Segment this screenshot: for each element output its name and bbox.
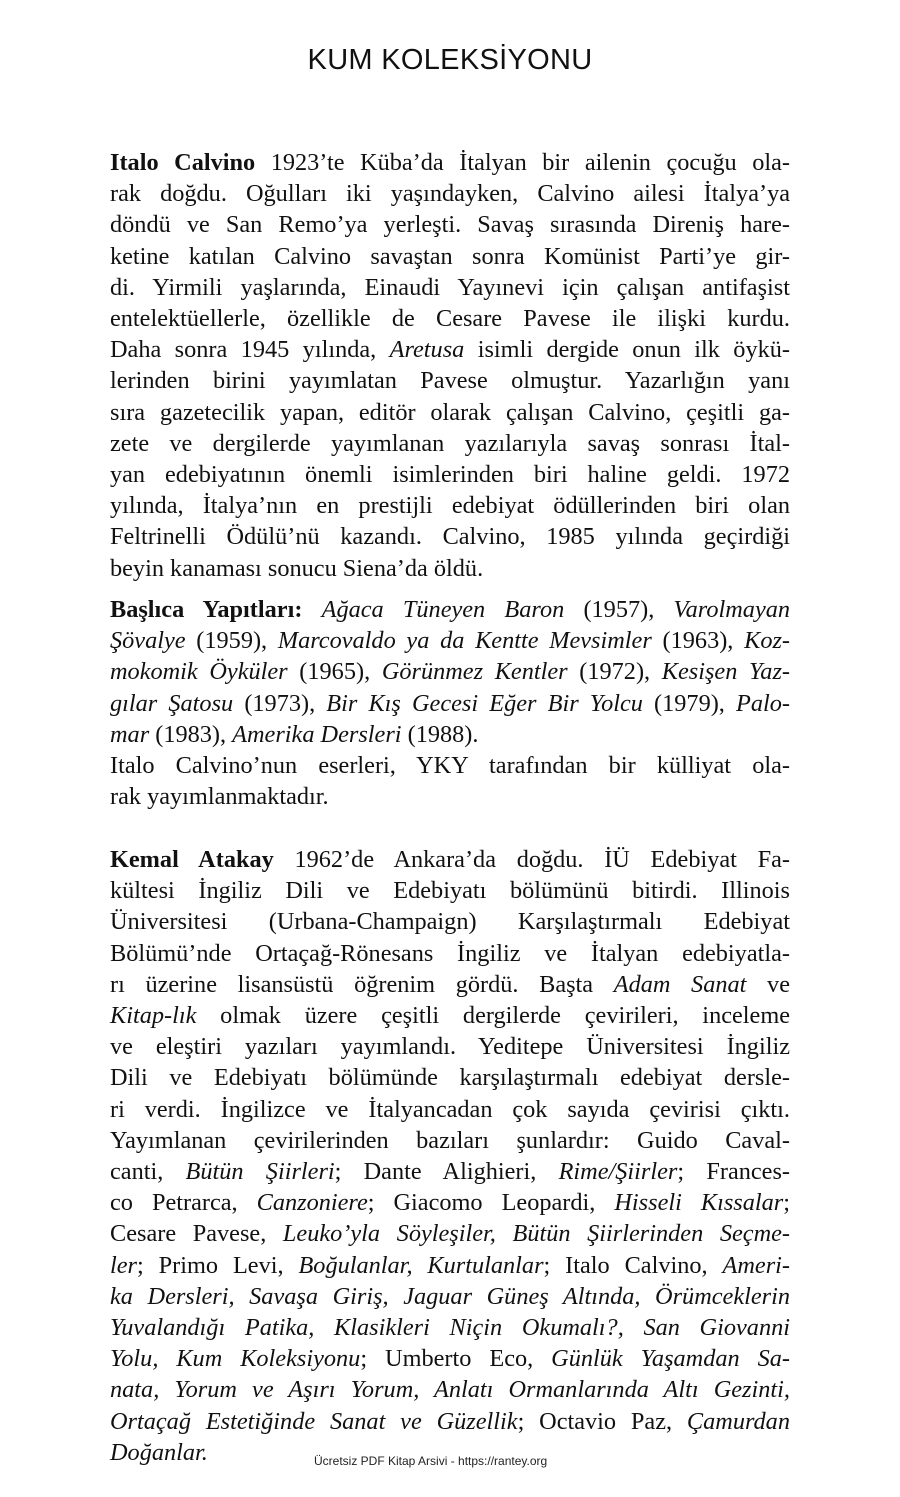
text-segment: Üniversitesi (Urbana-Champaign) Karşılaştırmalı Edebiyat	[110, 908, 790, 936]
italic-title: Aretusa	[389, 336, 465, 364]
text-segment: ; Octavio Paz,	[517, 1407, 687, 1435]
text-segment: ve eleştiri yazıları yayımlandı. Yeditepe Üniversitesi İngiliz	[110, 1033, 790, 1061]
text-segment: (1979),	[642, 689, 737, 717]
text-segment: Cesare Pavese,	[110, 1220, 283, 1248]
text-segment: ; Primo Levi,	[137, 1251, 299, 1279]
text-line	[110, 1094, 790, 1125]
text-line	[110, 719, 790, 750]
text-line	[110, 1218, 790, 1249]
italic-title: Kesişen Yaz-	[661, 658, 791, 686]
text-segment: ; Frances-	[677, 1158, 790, 1186]
text-line	[110, 428, 790, 459]
italic-title: Varolmayan	[673, 596, 791, 623]
text-segment: ; Giacomo Leopardi,	[367, 1189, 615, 1217]
text-segment: (1957),	[564, 596, 674, 623]
text-segment: ve	[746, 970, 790, 998]
text-segment: ; Umberto Eco,	[360, 1345, 552, 1373]
text-line	[110, 365, 790, 396]
text-segment: Dili ve Edebiyatı bölümünde karşılaştırmalı edebiyat dersle-	[110, 1064, 790, 1092]
text-line	[110, 1312, 790, 1343]
text-segment: Bölümü’nde Ortaçağ-Rönesans İngiliz ve İtalyan edebiyatla-	[110, 939, 790, 967]
page-footer: Ücretsiz PDF Kitap Arsivi - https://rantey.org	[314, 1454, 548, 1468]
italic-title: Görünmez Kentler	[381, 658, 568, 686]
text-line	[110, 938, 790, 969]
text-segment: 1962’de Ankara’da doğdu. İÜ Edebiyat Fa-	[273, 846, 790, 873]
text-line	[110, 594, 790, 625]
text-line	[110, 209, 790, 240]
text-segment: zete ve dergilerde yayımlanan yazılarıyla savaş sonrası İtal-	[110, 429, 790, 457]
bold-text: Italo Calvino	[110, 149, 256, 176]
text-line	[110, 241, 790, 272]
text-segment: rı üzerine lisansüstü öğrenim gördü. Başta	[110, 970, 614, 998]
text-segment: kültesi İngiliz Dili ve Edebiyatı bölümünü bitirdi. Illinois	[110, 877, 790, 905]
text-segment: (1972),	[567, 658, 662, 686]
italic-title: Yuvalandığı Patika, Klasikleri Niçin Okumalı?, San Giovanni	[110, 1314, 790, 1342]
italic-title: Ağaca Tüneyen Baron	[321, 596, 565, 623]
text-line	[110, 1031, 790, 1062]
text-line	[110, 459, 790, 490]
italic-title: Rime/Şiirler	[558, 1158, 678, 1186]
text-line	[110, 303, 790, 334]
italic-title: Ortaçağ Estetiğinde Sanat ve Güzellik	[110, 1407, 518, 1435]
text-line	[110, 334, 790, 365]
text-line	[110, 844, 790, 875]
text-line	[110, 490, 790, 521]
calvino-works-list	[110, 594, 790, 750]
text-segment: (1983),	[149, 720, 233, 748]
calvino-publisher-note	[110, 750, 790, 812]
text-line	[110, 906, 790, 937]
italic-title: Palo-	[736, 689, 790, 717]
italic-title: Bir Kış Gecesi Eğer Bir Yolcu	[326, 689, 643, 717]
italic-title: nata, Yorum ve Aşırı Yorum, Anlatı Ormanlarında Altı Gezinti,	[110, 1376, 790, 1404]
text-segment: di. Yirmili yaşlarında, Einaudi Yayınevi için çalışan antifaşist	[110, 273, 790, 301]
text-line	[110, 750, 790, 781]
text-segment: sıra gazetecilik yapan, editör olarak çalışan Calvino, çeşitli ga-	[110, 398, 790, 426]
atakay-biography	[110, 844, 790, 1468]
text-line	[110, 781, 790, 812]
text-line	[110, 553, 790, 584]
text-line	[110, 1125, 790, 1156]
text-line	[110, 1406, 790, 1437]
text-line	[110, 1343, 790, 1374]
calvino-biography	[110, 147, 790, 584]
text-segment: döndü ve San Remo’ya yerleşti. Savaş sırasında Direniş hare-	[110, 211, 790, 239]
text-line	[110, 875, 790, 906]
text-segment: ; Dante Alighieri,	[334, 1158, 559, 1186]
page-title: KUM KOLEKSİYONU	[307, 44, 593, 76]
italic-title: Boğulanlar, Kurtulanlar	[298, 1251, 544, 1279]
italic-title: Marcovaldo ya da Kentte Mevsimler	[277, 627, 652, 655]
text-segment: ketine katılan Calvino savaştan sonra Komünist Parti’ye gir-	[110, 242, 790, 270]
text-line	[110, 521, 790, 552]
text-segment: beyin kanaması sonucu Siena’da öldü.	[110, 554, 484, 582]
text-segment: (1963),	[651, 627, 745, 655]
text-line	[110, 147, 790, 178]
italic-title: Çamurdan	[686, 1407, 790, 1435]
italic-title: Kitap-lık	[110, 1002, 197, 1030]
italic-title: mokomik Öyküler	[110, 658, 288, 686]
text-segment: yan edebiyatının önemli isimlerinden biri haline geldi. 1972	[110, 461, 790, 489]
italic-title: Günlük Yaşamdan Sa-	[551, 1345, 790, 1373]
text-segment: (1973),	[233, 689, 327, 717]
text-segment: canti,	[110, 1158, 186, 1186]
text-segment: Yayımlanan çevirilerinden bazıları şunlardır: Guido Caval-	[110, 1126, 790, 1154]
text-segment: ;	[783, 1189, 790, 1217]
text-line	[110, 1187, 790, 1218]
text-segment: (1965),	[287, 658, 382, 686]
text-segment: lerinden birini yayımlatan Pavese olmuştur. Yazarlığın yanı	[110, 367, 790, 395]
text-segment: Daha sonra 1945 yılında,	[110, 336, 390, 364]
text-segment: rak yayımlanmaktadır.	[110, 783, 329, 811]
text-segment	[302, 596, 321, 623]
text-line	[110, 1374, 790, 1405]
italic-title: Hisseli Kıssalar	[614, 1189, 784, 1217]
text-line	[110, 397, 790, 428]
text-line	[110, 272, 790, 303]
italic-title: Şövalye	[110, 627, 186, 655]
bold-text: Başlıca Yapıtları:	[110, 596, 303, 623]
italic-title: ka Dersleri, Savaşa Giriş, Jaguar Güneş Altında, Örümceklerin	[110, 1282, 790, 1310]
italic-title: Yolu, Kum Koleksiyonu	[110, 1345, 361, 1373]
text-segment: ; Italo Calvino,	[543, 1251, 723, 1279]
italic-title: mar	[110, 720, 150, 748]
text-segment: olmak üzere çeşitli dergilerde çevirileri, inceleme	[196, 1002, 790, 1030]
text-line	[110, 1250, 790, 1281]
italic-title: Adam Sanat	[613, 970, 747, 998]
text-line	[110, 1062, 790, 1093]
text-segment: Feltrinelli Ödülü’nü kazandı. Calvino, 1985 yılında geçirdiği	[110, 523, 790, 551]
text-line	[110, 969, 790, 1000]
text-segment: rak doğdu. Oğulları iki yaşındayken, Calvino ailesi İtalya’ya	[110, 180, 790, 208]
text-segment: (1959),	[185, 627, 278, 655]
text-segment: yılında, İtalya’nın en prestijli edebiyat ödüllerinden biri olan	[110, 492, 790, 520]
italic-title: Doğanlar.	[110, 1438, 208, 1466]
italic-title: Amerika Dersleri	[232, 720, 402, 748]
text-line	[110, 656, 790, 687]
text-line	[110, 688, 790, 719]
text-segment: co Petrarca,	[110, 1189, 257, 1217]
italic-title: Canzoniere	[256, 1189, 368, 1217]
text-segment: ri verdi. İngilizce ve İtalyancadan çok sayıda çevirisi çıktı.	[110, 1095, 790, 1123]
text-segment: 1923’te Küba’da İtalyan bir ailenin çocuğu ola-	[255, 149, 790, 176]
text-segment: isimli dergide onun ilk öykü-	[464, 336, 790, 364]
italic-title: gılar Şatosu	[110, 689, 234, 717]
italic-title: Ameri-	[722, 1251, 790, 1279]
text-line	[110, 625, 790, 656]
text-line	[110, 178, 790, 209]
italic-title: ler	[110, 1251, 137, 1279]
italic-title: Leuko’yla Söyleşiler, Bütün Şiirlerinden Seçme-	[282, 1220, 790, 1248]
text-segment: Italo Calvino’nun eserleri, YKY tarafından bir külliyat ola-	[110, 752, 790, 779]
text-line	[110, 1281, 790, 1312]
text-segment: (1988).	[401, 720, 479, 748]
text-segment: entelektüellerle, özellikle de Cesare Pavese ile ilişki kurdu.	[110, 305, 790, 333]
italic-title: Bütün Şiirleri	[185, 1158, 335, 1186]
bold-text: Kemal Atakay	[110, 846, 274, 873]
text-line	[110, 1156, 790, 1187]
text-line	[110, 1000, 790, 1031]
italic-title: Koz-	[744, 627, 791, 655]
